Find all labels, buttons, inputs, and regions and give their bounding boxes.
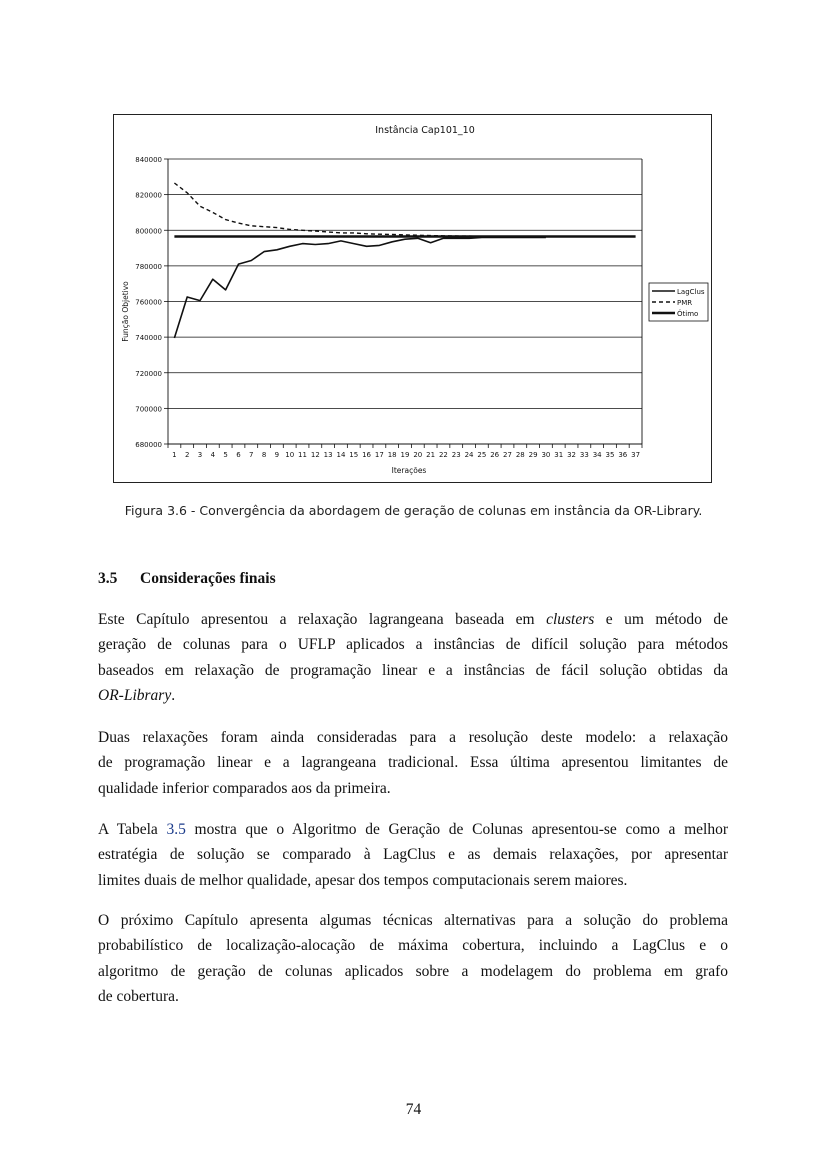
italic-term: clusters [546, 611, 595, 628]
y-axis-label: Função Objetivo [121, 281, 130, 342]
text-line: limites duais de melhor qualidade, apesar dos tempos computacionais serem maiores. [98, 871, 628, 889]
x-tick-label: 8 [261, 451, 267, 459]
x-tick-label: 31 [554, 451, 564, 459]
x-tick-label: 33 [579, 451, 589, 459]
x-tick-label: 15 [349, 451, 359, 459]
text-span: . [171, 686, 176, 704]
text-line [98, 607, 728, 632]
text-span: mostra que o Algoritmo de Geração de Colunas apresentou-se como a melhor [185, 821, 729, 838]
x-tick-label: 26 [490, 451, 500, 459]
section-heading [98, 570, 276, 588]
x-tick-label: 9 [274, 451, 280, 459]
x-tick-label: 30 [541, 451, 551, 459]
y-tick-label: 720000 [135, 369, 162, 378]
text-line: algoritmo de geração de colunas aplicados sobre a modelagem do problema em grafo [98, 962, 728, 980]
x-tick-label: 13 [323, 451, 333, 459]
table-reference-link[interactable]: 3.5 [166, 821, 186, 838]
x-tick-label: 21 [426, 451, 436, 459]
text-line: baseados em relaxação de programação linear e a instâncias de fácil solução obtidas da [98, 661, 728, 679]
y-tick-label: 740000 [135, 334, 162, 343]
y-tick-label: 820000 [135, 191, 162, 200]
text-line: estratégia de solução se comparado à LagClus e as demais relaxações, por apresentar [98, 846, 728, 864]
y-tick-label: 780000 [135, 262, 162, 271]
section-title: Considerações finais [140, 570, 276, 587]
x-tick-label: 3 [197, 451, 203, 459]
x-tick-label: 7 [249, 451, 254, 459]
paragraph-2 [98, 725, 728, 801]
x-tick-label: 6 [236, 451, 241, 459]
x-tick-label: 18 [387, 451, 397, 459]
text-line [98, 817, 728, 842]
x-tick-label: 10 [285, 451, 295, 459]
x-tick-label: 36 [618, 451, 628, 459]
x-tick-label: 19 [400, 451, 410, 459]
text-span: Este Capítulo apresentou a relaxação lagrangeana baseada em [98, 611, 547, 628]
chart-title: Instância Cap101_10 [375, 125, 475, 136]
text-line: geração de colunas para o UFLP aplicados a instâncias de difícil solução para métodos [98, 636, 728, 654]
text-span: A Tabela [98, 821, 167, 838]
text-line: Duas relaxações foram ainda consideradas para a resolução deste modelo: a relaxação [98, 729, 728, 746]
y-tick-label: 800000 [135, 227, 162, 236]
text-line: qualidade inferior comparados aos da primeira. [98, 779, 391, 797]
legend-label: Ótimo [677, 310, 699, 318]
x-tick-label: 28 [515, 451, 525, 459]
convergence-chart [114, 115, 711, 482]
x-tick-label: 27 [503, 451, 512, 459]
x-tick-label: 24 [464, 451, 474, 459]
figure-caption: Figura 3.6 - Convergência da abordagem de geração de colunas em instância da OR-Library. [124, 503, 703, 518]
x-tick-label: 25 [477, 451, 487, 459]
x-tick-label: 11 [298, 451, 307, 459]
text-span: e um método de [594, 611, 729, 628]
x-tick-label: 34 [592, 451, 602, 459]
text-line: O próximo Capítulo apresenta algumas técnicas alternativas para a solução do problema [98, 912, 728, 929]
figure-chart-frame [113, 114, 712, 483]
text-line: probabilístico de localização-alocação de máxima cobertura, incluindo a LagClus e o [98, 937, 728, 955]
section-number: 3.5 [98, 570, 118, 587]
paragraph-1 [98, 607, 728, 708]
paragraph-4 [98, 908, 728, 1009]
y-tick-label: 680000 [135, 441, 162, 449]
x-tick-label: 4 [210, 451, 216, 459]
x-tick-label: 22 [438, 451, 448, 459]
x-tick-label: 1 [172, 451, 177, 459]
x-tick-label: 29 [528, 451, 538, 459]
italic-term: OR-Library [98, 686, 172, 704]
x-tick-label: 5 [223, 451, 228, 459]
x-tick-label: 17 [374, 451, 384, 459]
text-line: de cobertura. [98, 987, 179, 1005]
text-line: de programação linear e a lagrangeana tradicional. Essa última apresentou limitantes de [98, 754, 728, 772]
paragraph-3 [98, 817, 728, 893]
x-tick-label: 12 [310, 451, 320, 459]
x-tick-label: 20 [413, 451, 423, 459]
x-tick-label: 2 [184, 451, 190, 459]
x-axis-label: Iterações [391, 466, 427, 475]
x-tick-label: 14 [336, 451, 346, 459]
x-tick-label: 35 [605, 451, 615, 459]
x-tick-label: 23 [451, 451, 461, 459]
x-tick-label: 16 [362, 451, 372, 459]
legend-label: PMR [677, 299, 693, 307]
y-tick-label: 700000 [135, 405, 162, 414]
y-tick-label: 760000 [135, 298, 162, 307]
legend-label: LagClus [677, 288, 705, 296]
series-line-lagclus [174, 237, 546, 338]
series-line-pmr [174, 183, 546, 237]
x-tick-label: 32 [567, 451, 577, 459]
y-tick-label: 840000 [135, 156, 162, 164]
page-number: 74 [405, 1101, 422, 1118]
x-tick-label: 37 [631, 451, 641, 459]
text-line [98, 683, 728, 708]
